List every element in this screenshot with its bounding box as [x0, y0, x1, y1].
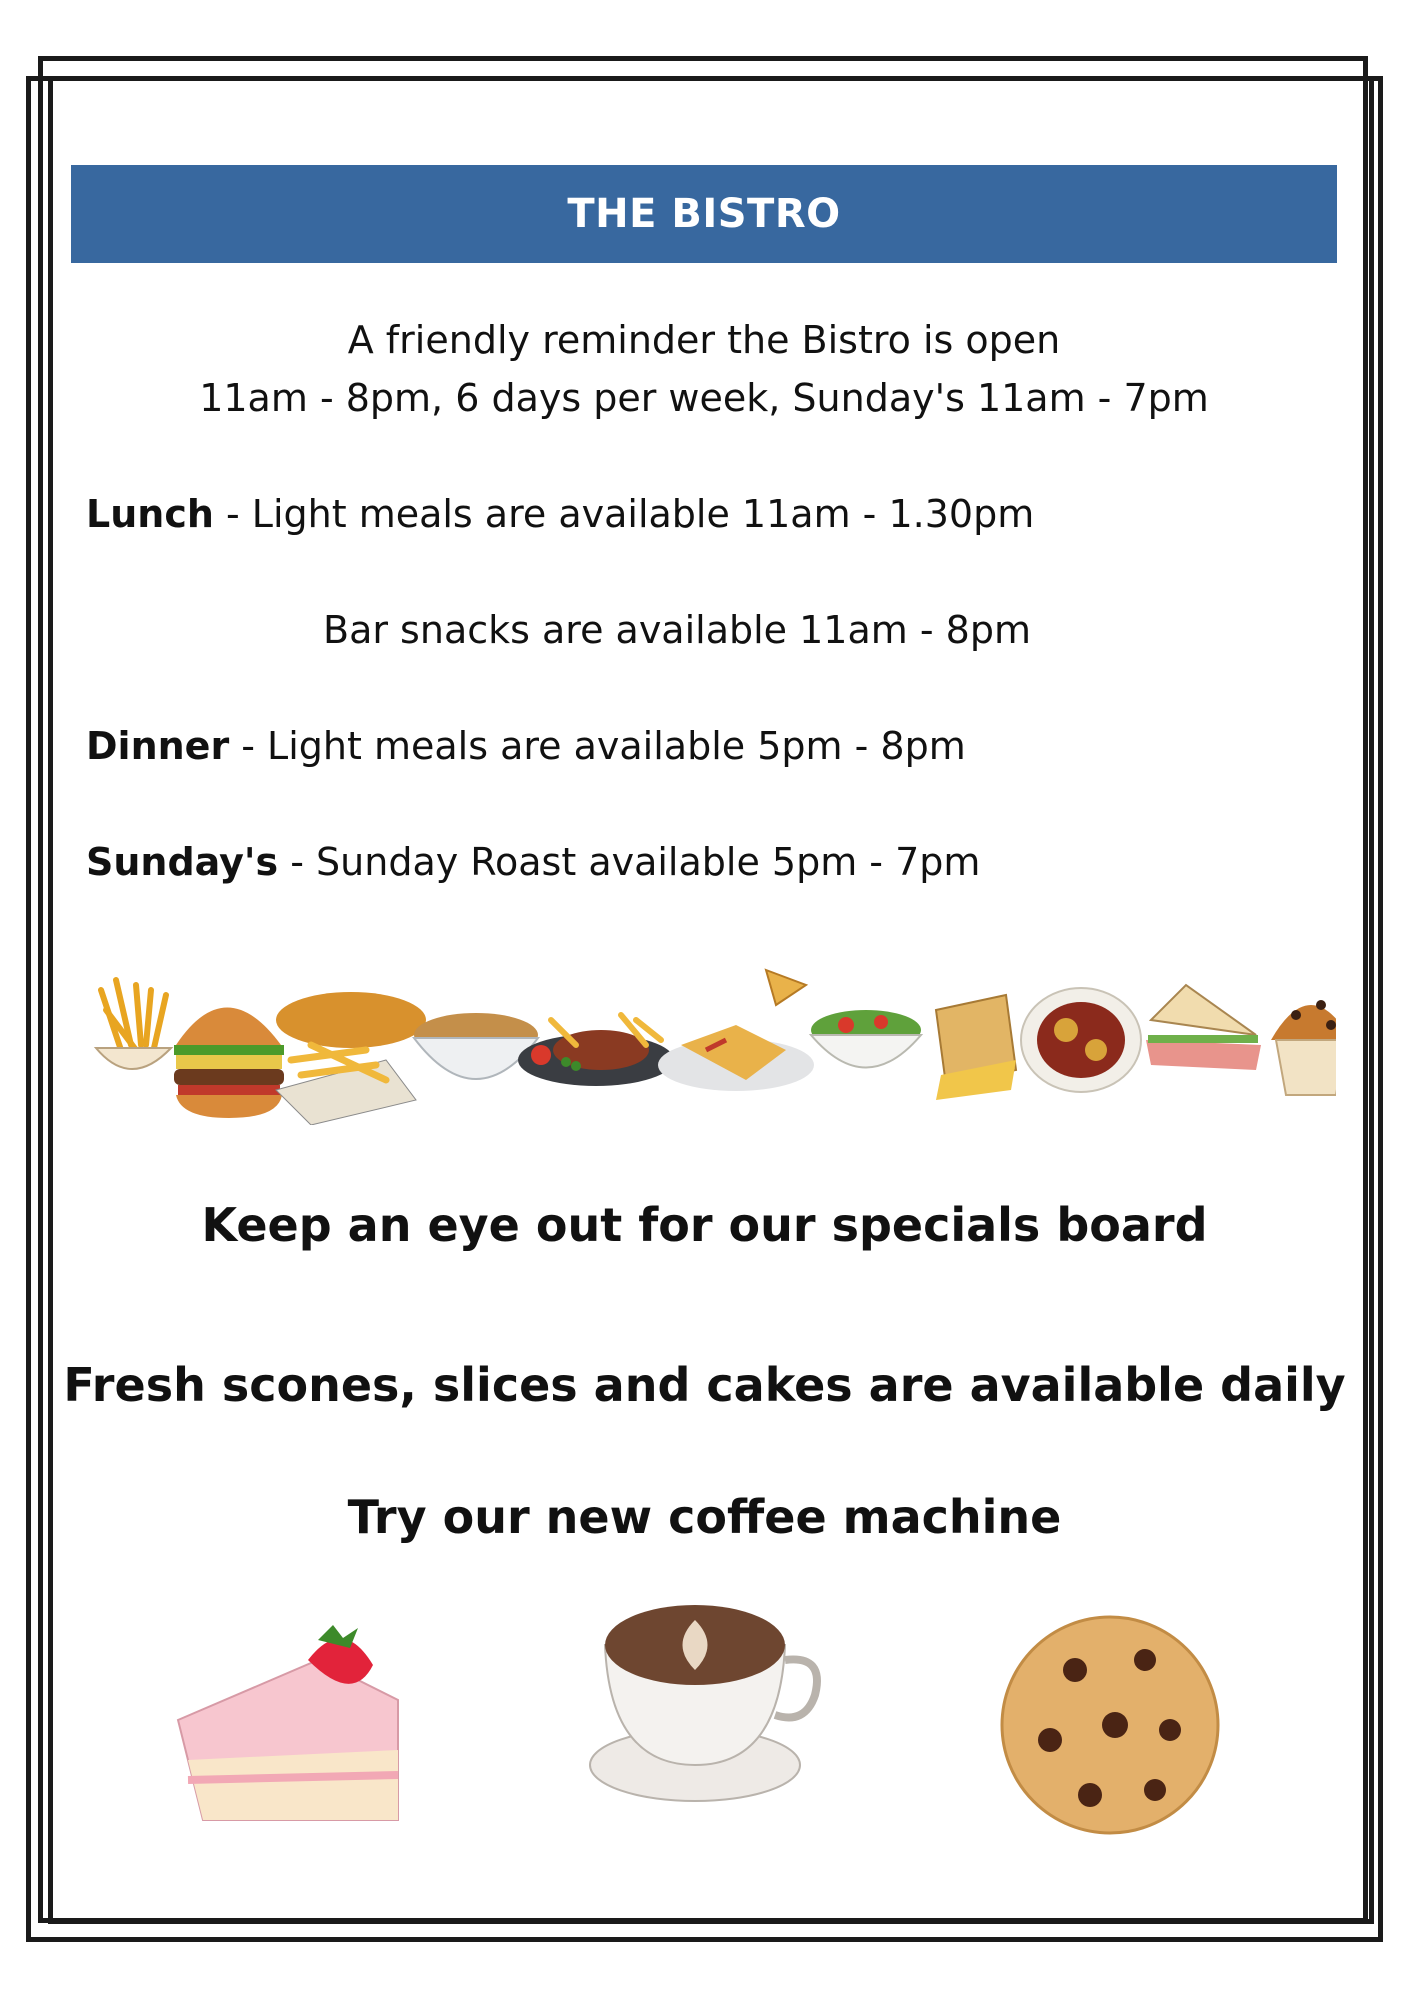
- salad-icon: [811, 1010, 921, 1068]
- coffee-notice: Try our new coffee machine: [347, 1490, 1062, 1544]
- lunch-text: - Light meals are available 11am - 1.30pm: [213, 492, 1035, 536]
- sunday-line: [86, 840, 980, 884]
- specials-notice: Keep an eye out for our specials board: [201, 1198, 1208, 1252]
- food-illustration-row: [86, 950, 1336, 1125]
- dinner-line: [86, 724, 966, 768]
- cakes-notice: Fresh scones, slices and cakes are available daily: [63, 1358, 1346, 1412]
- dinner-text: - Light meals are available 5pm - 8pm: [229, 724, 966, 768]
- cookie-icon: [995, 1610, 1225, 1840]
- intro-line-2: 11am - 8pm, 6 days per week, Sunday's 11am - 7pm: [199, 376, 1209, 420]
- bar-snacks-line: Bar snacks are available 11am - 8pm: [323, 608, 1031, 652]
- steak-icon: [518, 1015, 674, 1086]
- sandwich-icon: [1146, 985, 1261, 1070]
- sunday-label: Sunday's: [86, 840, 279, 884]
- fish-and-chips-icon: [276, 992, 426, 1125]
- sunday-text: - Sunday Roast available 5pm - 7pm: [278, 840, 981, 884]
- muffin-icon: [1271, 1000, 1336, 1095]
- page-title: THE BISTRO: [71, 165, 1337, 263]
- wedges-icon: [414, 1013, 538, 1079]
- fries-icon: [96, 980, 171, 1069]
- roast-icon: [1021, 988, 1141, 1092]
- cake-slice-icon: [168, 1620, 413, 1840]
- lunch-line: [86, 492, 1034, 536]
- nachos-icon: [658, 970, 814, 1091]
- dinner-label: Dinner: [86, 724, 230, 768]
- coffee-cup-icon: [580, 1585, 830, 1805]
- intro-line-1: A friendly reminder the Bistro is open: [347, 318, 1061, 362]
- toastie-icon: [936, 995, 1016, 1100]
- lunch-label: Lunch: [86, 492, 214, 536]
- burger-icon: [174, 1008, 284, 1119]
